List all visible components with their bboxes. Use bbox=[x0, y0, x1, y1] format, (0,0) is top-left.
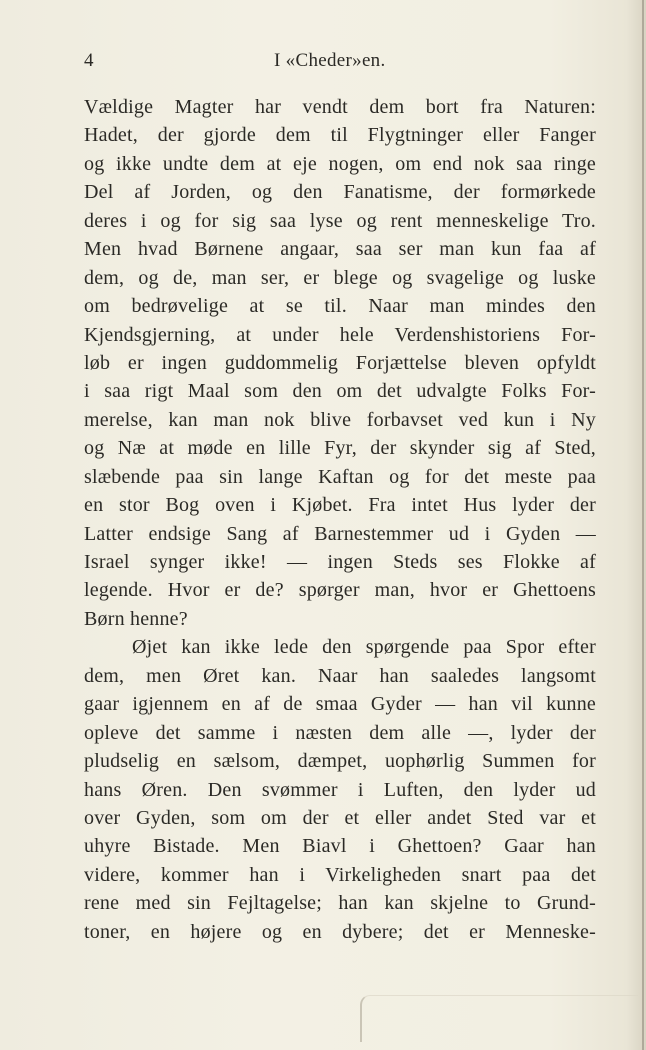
text-line: Del af Jorden, og den Fanatisme, der formørkede bbox=[84, 181, 596, 204]
text-line: hans Øren. Den svømmer i Luften, den lyder ud bbox=[84, 778, 596, 801]
text-line: deres i og for sig saa lyse og rent menneskelige Tro. bbox=[84, 209, 596, 232]
page-number: 4 bbox=[84, 50, 94, 71]
text-line: og ikke undte dem at eje nogen, om end nok saa ringe bbox=[84, 152, 596, 175]
text-line: i saa rigt Maal som den om det udvalgte Folks For- bbox=[84, 380, 596, 403]
text-line: rene med sin Fejltagelse; han kan skjelne to Grund- bbox=[84, 892, 596, 915]
text-line: om bedrøvelige at se til. Naar man mindes den bbox=[84, 295, 596, 318]
text-line: Børn henne? bbox=[84, 607, 188, 630]
text-line: legende. Hvor er de? spørger man, hvor er Ghettoens bbox=[84, 579, 596, 602]
text-line: Men hvad Børnene angaar, saa ser man kun faa af bbox=[84, 238, 596, 261]
text-line: toner, en højere og en dybere; det er Menneske- bbox=[84, 920, 596, 943]
text-line: opleve det samme i næsten dem alle —, lyder der bbox=[84, 721, 596, 744]
text-line: merelse, kan man nok blive forbavset ved kun i Ny bbox=[84, 408, 596, 431]
page-edge bbox=[642, 0, 644, 1050]
text-line: pludselig en sælsom, dæmpet, uophørlig Summen for bbox=[84, 750, 596, 773]
text-line: dem, men Øret kan. Naar han saaledes langsomt bbox=[84, 664, 596, 687]
body-text bbox=[84, 93, 596, 946]
text-line: Hadet, der gjorde dem til Flygtninger eller Fanger bbox=[84, 124, 596, 147]
text-line: dem, og de, man ser, er blege og svagelige og luske bbox=[84, 266, 596, 289]
text-line: Vældige Magter har vendt dem bort fra Naturen: bbox=[84, 96, 596, 118]
text-line: uhyre Bistade. Men Biavl i Ghettoen? Gaar han bbox=[84, 835, 596, 858]
text-line: Latter endsige Sang af Barnestemmer ud i Gyden — bbox=[84, 522, 596, 545]
text-line: gaar igjennem en af de smaa Gyder — han vil kunne bbox=[84, 693, 596, 716]
text-line: videre, kommer han i Virkeligheden snart paa det bbox=[84, 863, 596, 886]
text-line: og Næ at møde en lille Fyr, der skynder sig af Sted, bbox=[84, 437, 596, 460]
text-line: Kjendsgjerning, at under hele Verdenshistoriens For- bbox=[84, 323, 596, 346]
text-line: Øjet kan ikke lede den spørgende paa Spor efter bbox=[132, 636, 596, 659]
text-line: over Gyden, som om der et eller andet Sted var et bbox=[84, 806, 596, 829]
text-line: en stor Bog oven i Kjøbet. Fra intet Hus lyder der bbox=[84, 494, 596, 517]
text-line: Israel synger ikke! — ingen Steds ses Flokke af bbox=[84, 551, 596, 573]
text-line: løb er ingen guddommelig Forjættelse bleven opfyldt bbox=[84, 351, 596, 374]
running-title: I «Cheder»en. bbox=[274, 50, 386, 71]
page-header bbox=[84, 50, 594, 76]
binding-shadow bbox=[360, 995, 638, 1042]
text-line: slæbende paa sin lange Kaftan og for det meste paa bbox=[84, 465, 596, 488]
